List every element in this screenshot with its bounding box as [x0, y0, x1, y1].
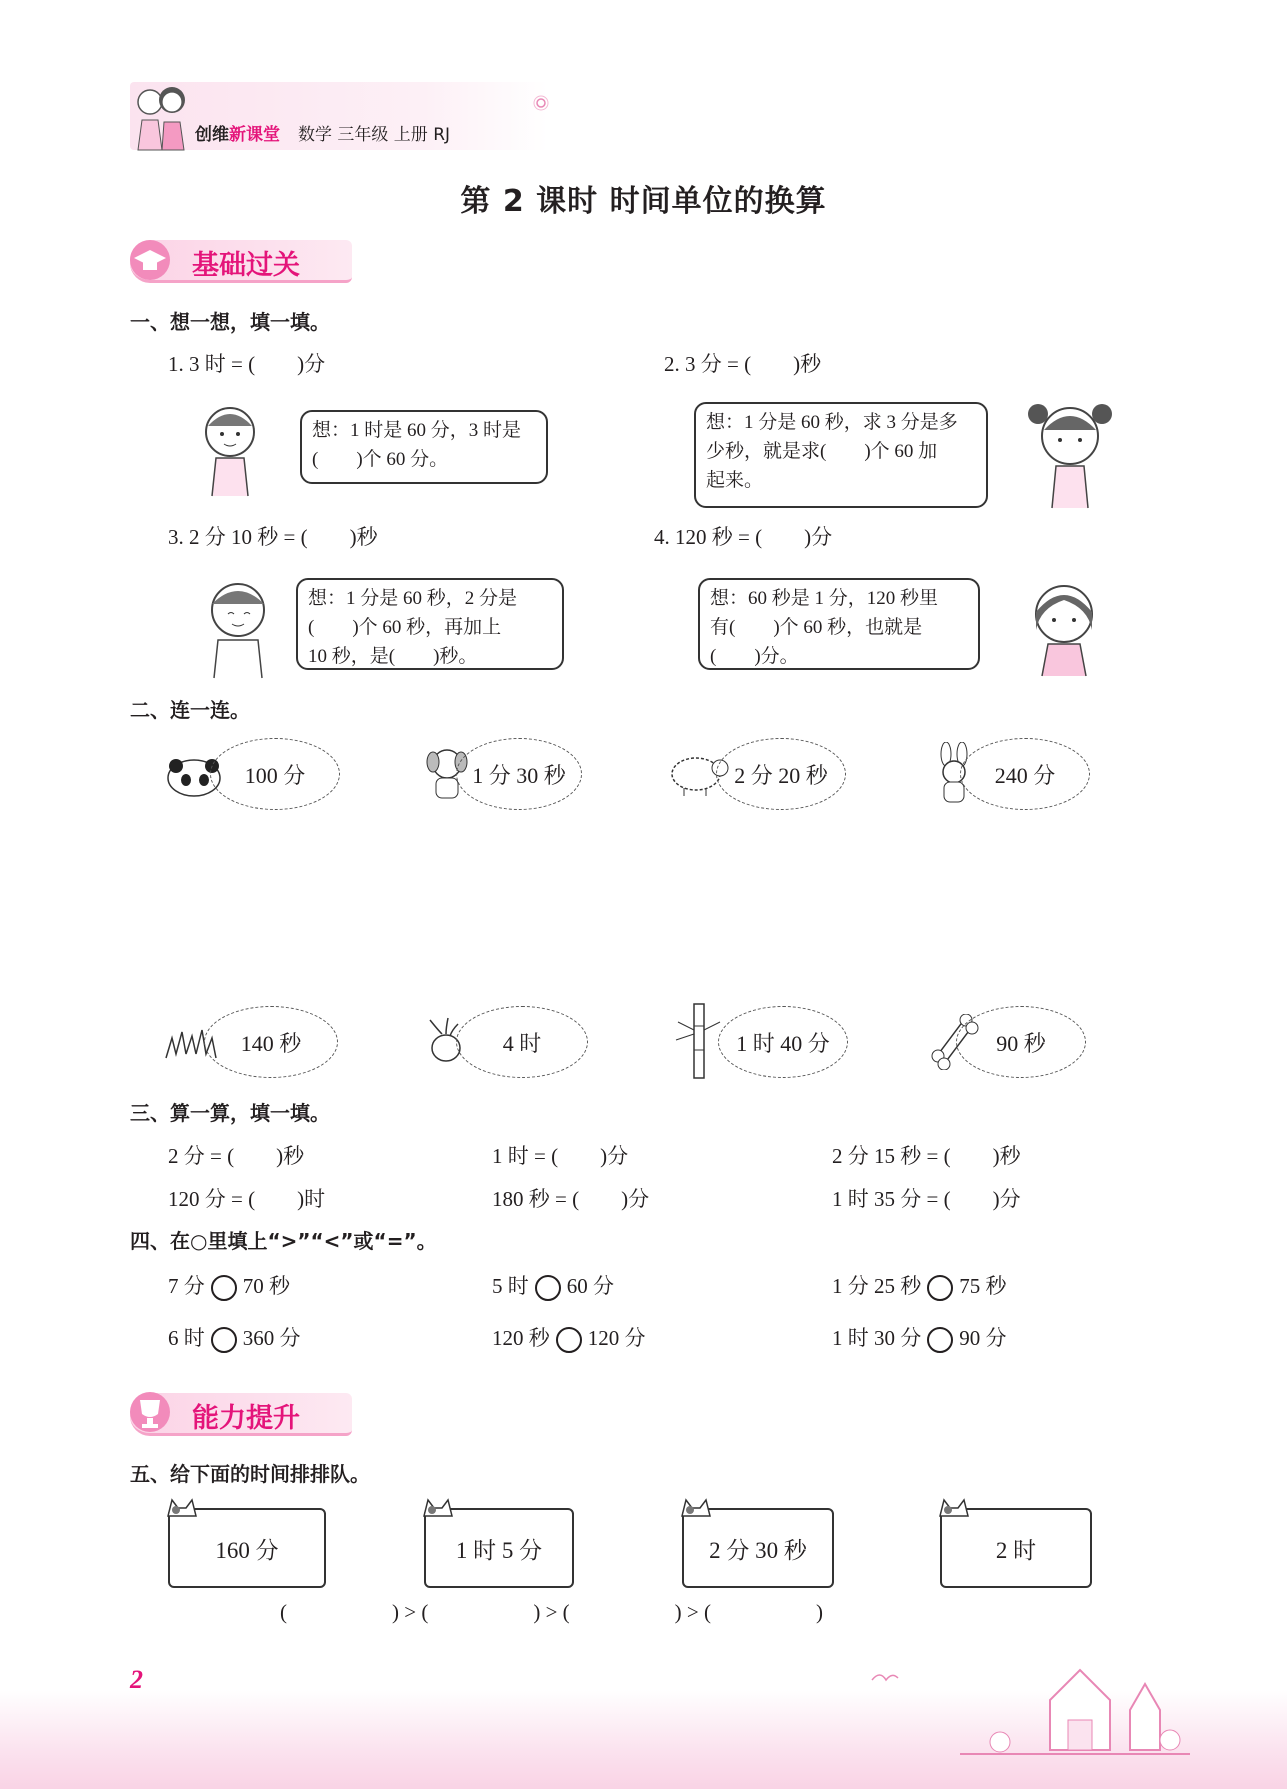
cat-icon	[678, 1496, 718, 1518]
compare-left: 120 秒	[492, 1326, 550, 1350]
compare-circle[interactable]	[927, 1327, 953, 1353]
compare-item-6	[832, 1322, 1007, 1353]
question-1-item-1: 1. 3 时 = ( )分	[168, 352, 326, 376]
section-label-advanced: 能力提升	[192, 1403, 300, 1434]
time-card-4: 2 时	[940, 1508, 1092, 1588]
question-2-heading: 二、连一连。	[130, 698, 250, 722]
page-title: 第 2 课时 时间单位的换算	[460, 184, 827, 219]
page-number: 2	[130, 1665, 143, 1694]
boy-scratching-head-illustration	[198, 574, 280, 680]
compare-right: 75 秒	[959, 1274, 1007, 1298]
compare-circle[interactable]	[211, 1275, 237, 1301]
section-label-basic: 基础过关	[192, 250, 300, 281]
hint-bubble-4: 想：60 秒是 1 分，120 秒里 有( )个 60 秒，也就是 ( )分。	[698, 578, 980, 670]
girl-thinking-illustration	[1024, 396, 1116, 510]
hint-bubble-3: 想：1 分是 60 秒，2 分是 ( )个 60 秒，再加上 10 秒，是( )秒。	[296, 578, 564, 670]
question-1-heading: 一、想一想，填一填。	[130, 310, 330, 334]
compare-item-4	[168, 1322, 301, 1353]
trophy-icon	[128, 1390, 176, 1436]
compare-right: 90 分	[959, 1326, 1007, 1350]
question-4-heading: 四、在○里填上“>”“<”或“=”。	[130, 1229, 437, 1253]
compare-left: 7 分	[168, 1274, 205, 1298]
time-card-2: 1 时 5 分	[424, 1508, 574, 1588]
match-oval-bottom-4[interactable]: 90 秒	[956, 1006, 1086, 1078]
cat-icon	[420, 1496, 460, 1518]
compare-item-1	[168, 1270, 290, 1301]
question-1-item-3: 3. 2 分 10 秒 = ( )秒	[168, 525, 378, 549]
compare-circle[interactable]	[927, 1275, 953, 1301]
children-illustration	[128, 80, 192, 152]
brand-name-accent: 新课堂	[229, 125, 280, 145]
brand-name: 创维	[195, 125, 229, 145]
compare-left: 1 分 25 秒	[832, 1274, 922, 1298]
compare-circle[interactable]	[535, 1275, 561, 1301]
match-oval-top-3[interactable]: 2 分 20 秒	[716, 738, 846, 810]
bird-icon	[870, 1668, 900, 1690]
compare-left: 6 时	[168, 1326, 205, 1350]
calc-item-6: 1 时 35 分 = ( )分	[832, 1187, 1021, 1211]
compare-right: 120 分	[587, 1326, 646, 1350]
hint-bubble-1: 想：1 时是 60 分，3 时是 ( )个 60 分。	[300, 410, 548, 484]
compare-item-2	[492, 1270, 614, 1301]
match-oval-bottom-2[interactable]: 4 时	[456, 1006, 588, 1078]
ordering-answer-line[interactable]: ( ) > ( ) > ( ) > ( )	[280, 1600, 823, 1624]
flower-icon	[530, 94, 552, 112]
book-info: 数学 三年级 上册 RJ	[298, 125, 451, 145]
match-oval-bottom-3[interactable]: 1 时 40 分	[718, 1006, 848, 1078]
compare-right: 70 秒	[242, 1274, 290, 1298]
compare-left: 5 时	[492, 1274, 529, 1298]
hint-bubble-2: 想：1 分是 60 秒，求 3 分是多 少秒，就是求( )个 60 加 起来。	[694, 402, 988, 508]
compare-item-3	[832, 1270, 1007, 1301]
compare-right: 360 分	[242, 1326, 301, 1350]
match-oval-top-2[interactable]: 1 分 30 秒	[456, 738, 582, 810]
question-1-item-4: 4. 120 秒 = ( )分	[654, 525, 833, 549]
question-5-heading: 五、给下面的时间排排队。	[130, 1462, 370, 1486]
compare-right: 60 分	[566, 1274, 614, 1298]
calc-item-4: 120 分 = ( )时	[168, 1187, 326, 1211]
compare-item-5	[492, 1322, 646, 1353]
time-card-3: 2 分 30 秒	[682, 1508, 834, 1588]
match-oval-top-1[interactable]: 100 分	[210, 738, 340, 810]
match-oval-top-4[interactable]: 240 分	[960, 738, 1090, 810]
match-oval-bottom-1[interactable]: 140 秒	[204, 1006, 338, 1078]
calc-item-5: 180 秒 = ( )分	[492, 1187, 650, 1211]
question-1-item-2: 2. 3 分 = ( )秒	[664, 352, 822, 376]
compare-circle[interactable]	[211, 1327, 237, 1353]
question-3-heading: 三、算一算，填一填。	[130, 1101, 330, 1125]
graduation-cap-icon	[128, 238, 176, 282]
cat-icon	[164, 1496, 204, 1518]
compare-circle[interactable]	[556, 1327, 582, 1353]
boy-thinking-illustration	[194, 400, 270, 498]
cat-icon	[936, 1496, 976, 1518]
calc-item-2: 1 时 = ( )分	[492, 1144, 629, 1168]
calc-item-1: 2 分 = ( )秒	[168, 1144, 305, 1168]
castle-illustration	[960, 1650, 1190, 1760]
calc-item-3: 2 分 15 秒 = ( )秒	[832, 1144, 1021, 1168]
compare-left: 1 时 30 分	[832, 1326, 922, 1350]
header-text	[195, 120, 450, 145]
bamboo-icon	[674, 1000, 724, 1080]
girl-pointing-illustration	[1016, 578, 1108, 678]
time-card-1: 160 分	[168, 1508, 326, 1588]
